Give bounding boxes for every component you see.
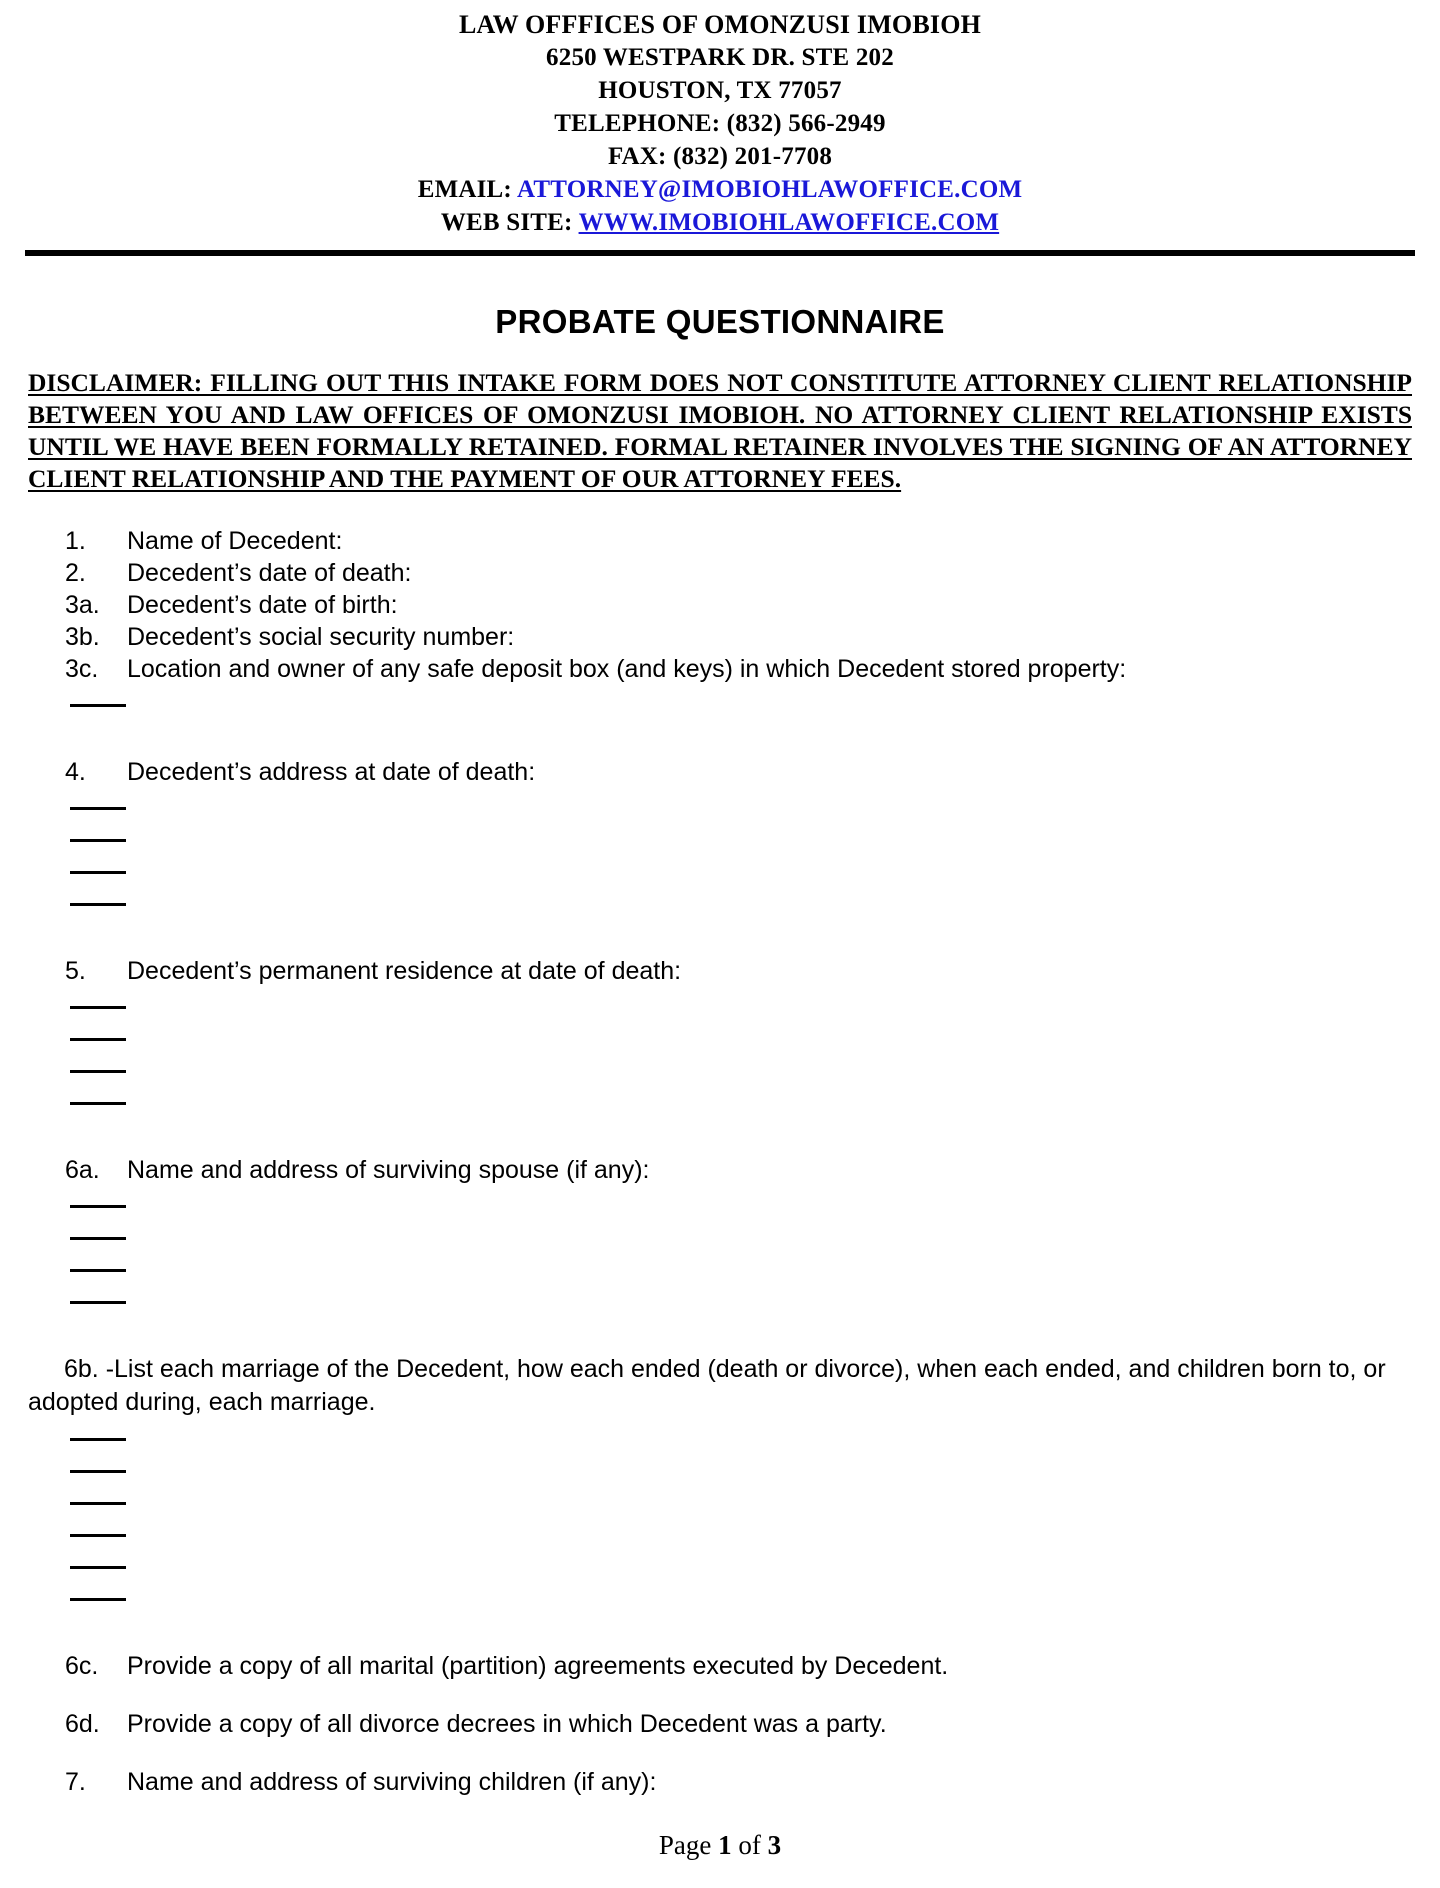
spacer [0,723,1440,756]
footer-page-number: 1 [718,1830,732,1860]
answer-line[interactable] [0,1425,1440,1457]
question-label: Provide a copy of all divorce decrees in which Decedent was a party. [127,1710,887,1738]
question-number: 5. [65,957,86,985]
question-item-3c [0,653,1440,685]
footer-total-pages: 3 [767,1830,782,1860]
letterhead [0,0,1440,239]
question-item-1 [0,525,1440,557]
header-divider-rule [25,250,1415,256]
firm-fax: FAX: (832) 201-7708 [607,143,833,170]
question-item-5 [0,955,1440,987]
question-item-7 [0,1766,1440,1798]
answer-lines-6b[interactable] [0,1425,1440,1617]
question-item-6a [0,1154,1440,1186]
answer-line[interactable] [0,826,1440,858]
question-list [0,525,1440,1798]
question-label: Decedent’s date of death: [127,559,412,587]
spacer [0,922,1440,955]
answer-lines-3c[interactable] [0,691,1440,723]
question-number: 6c. [65,1652,99,1680]
page-footer [0,1830,1440,1861]
answer-line[interactable] [0,1192,1440,1224]
answer-lines-4[interactable] [0,794,1440,922]
answer-line[interactable] [0,1025,1440,1057]
firm-city-state-zip: HOUSTON, TX 77057 [598,77,842,104]
question-label: Name and address of surviving spouse (if any): [127,1156,650,1184]
answer-line[interactable] [0,993,1440,1025]
question-item-3b [0,621,1440,653]
question-item-4 [0,756,1440,788]
answer-line[interactable] [0,1057,1440,1089]
question-number: 3a. [65,591,100,619]
question-number: 6d. [65,1710,100,1738]
answer-line[interactable] [0,890,1440,922]
answer-line[interactable] [0,1489,1440,1521]
answer-line[interactable] [0,1224,1440,1256]
question-label: Name and address of surviving children (if any): [127,1768,657,1796]
question-number: 7. [65,1768,86,1796]
footer-middle: of [731,1830,768,1860]
answer-line[interactable] [0,1288,1440,1320]
spacer [0,1682,1440,1708]
question-label: Decedent’s address at date of death: [127,758,536,786]
question-number: 3c. [65,655,99,683]
question-label: Decedent’s social security number: [127,623,515,651]
spacer [0,1320,1440,1353]
answer-line[interactable] [0,691,1440,723]
answer-line[interactable] [0,1553,1440,1585]
footer-prefix: Page [658,1830,719,1860]
question-label: Decedent’s date of birth: [127,591,398,619]
spacer [0,1617,1440,1650]
question-number: 3b. [65,623,100,651]
answer-line[interactable] [0,1256,1440,1288]
question-item-6d [0,1708,1440,1740]
question-number: 4. [65,758,86,786]
question-label: Name of Decedent: [127,527,343,555]
firm-street-address: 6250 WESTPARK DR. STE 202 [546,44,894,71]
answer-line[interactable] [0,1457,1440,1489]
firm-name: LAW OFFFICES OF OMONZUSI IMOBIOH [458,10,982,39]
email-label: EMAIL: [417,176,518,203]
question-item-2 [0,557,1440,589]
spacer [0,1740,1440,1766]
firm-telephone: TELEPHONE: (832) 566-2949 [554,110,886,137]
question-label: Location and owner of any safe deposit box (and keys) in which Decedent stored property: [127,655,1127,683]
firm-email-row [0,173,1440,206]
question-number: 2. [65,559,86,587]
website-label: WEB SITE: [440,209,579,236]
answer-lines-5[interactable] [0,993,1440,1121]
question-number: 6a. [65,1156,100,1184]
firm-website-row [0,206,1440,239]
question-item-3a [0,589,1440,621]
answer-lines-6a[interactable] [0,1192,1440,1320]
answer-line[interactable] [0,1585,1440,1617]
website-link[interactable]: WWW.IMOBIOHLAWOFFICE.COM [578,209,1000,236]
page-title: PROBATE QUESTIONNAIRE [495,303,945,340]
spacer [0,1121,1440,1154]
question-label: Decedent’s permanent residence at date of death: [127,957,682,985]
disclaimer-paragraph: DISCLAIMER: FILLING OUT THIS INTAKE FORM DOES NOT CONSTITUTE ATTORNEY CLIENT RELATIONSHIP BETWEEN YOU AND LAW OFFICES OF OMONZUSI IMOBIOH. NO ATTORNEY CLIENT RELATIONSHIP EXISTS UNTIL WE HAVE BEEN FORMALLY RETAINED. FORMAL RETAINER INVOLVES THE SIGNING OF AN ATTORNEY CLIENT RELATIONSHIP AND THE PAYMENT OF OUR ATTORNEY FEES. [28,368,1412,493]
email-link[interactable]: ATTORNEY@IMOBIOHLAWOFFICE.COM [517,176,1023,203]
answer-line[interactable] [0,858,1440,890]
answer-line[interactable] [0,1089,1440,1121]
question-item-6c [0,1650,1440,1682]
question-number: 1. [65,527,86,555]
answer-line[interactable] [0,794,1440,826]
question-item-6b: 6b. -List each marriage of the Decedent, how each ended (death or divorce), when each ended, and children born to, or adopted during, each marriage. [28,1355,1386,1416]
question-label: Provide a copy of all marital (partition) agreements executed by Decedent. [127,1652,949,1680]
answer-line[interactable] [0,1521,1440,1553]
